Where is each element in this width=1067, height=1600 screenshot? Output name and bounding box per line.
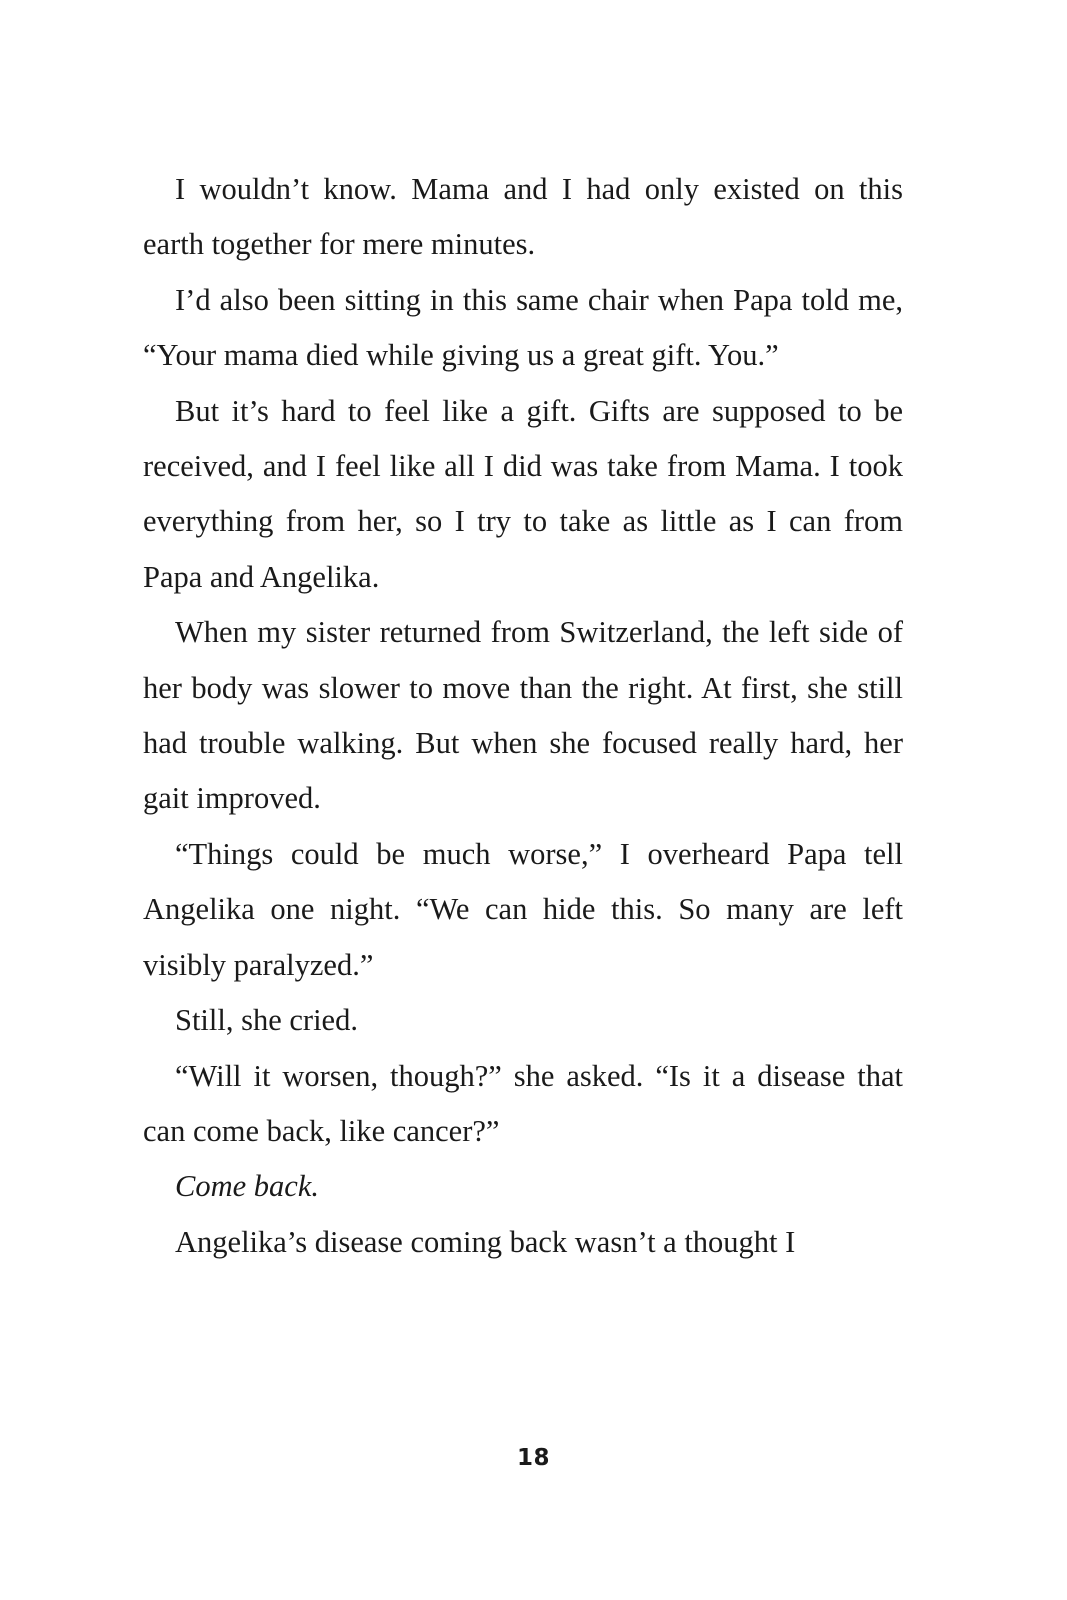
paragraph-2: I’d also been sitting in this same chair when Papa told me, “Your mama died while giving us a great gift. You.” bbox=[143, 282, 903, 373]
paragraph-9: Angelika’s disease coming back wasn’t a thought I bbox=[175, 1224, 796, 1259]
paragraph-1: I wouldn’t know. Mama and I had only existed on this earth together for mere minutes. bbox=[143, 172, 903, 262]
paragraph-4: When my sister returned from Switzerland, the left side of her body was slower to move than the right. At first, she still had trouble walking. But when she focused really hard, her gait improved. bbox=[143, 615, 903, 816]
paragraph-8: Come back. bbox=[175, 1169, 319, 1204]
body-text bbox=[143, 162, 903, 1270]
paragraph-7: “Will it worsen, though?” she asked. “Is it a disease that can come back, like cancer?” bbox=[143, 1058, 903, 1148]
paragraph-5: “Things could be much worse,” I overheard Papa tell Angelika one night. “We can hide this. So many are left visibly paralyzed.” bbox=[143, 836, 903, 982]
paragraph-3: But it’s hard to feel like a gift. Gifts are supposed to be received, and I feel like all I did was take from Mama. I took everything from her, so I try to take as little as I can from Papa and Angelika. bbox=[143, 393, 903, 594]
paragraph-6: Still, she cried. bbox=[175, 1003, 358, 1038]
page-number: 18 bbox=[516, 1445, 550, 1471]
